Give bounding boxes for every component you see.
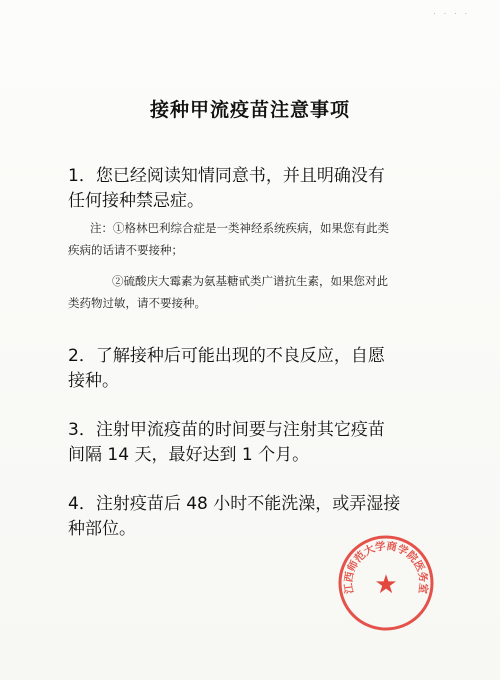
item-2-line-1: 2．了解接种后可能出现的不良反应，自愿 [68, 346, 385, 366]
item-4-line-2: 种部位。 [68, 519, 136, 539]
item-1 [68, 164, 420, 214]
item-3 [68, 418, 420, 468]
item-1-line-1: 1．您已经阅读知情同意书，并且明确没有 [68, 166, 385, 186]
corner-mark: · · · · [433, 10, 470, 18]
document-title: 接种甲流疫苗注意事项 [149, 99, 350, 121]
note-2 [68, 270, 413, 314]
item-3-line-2: 间隔 14 天，最好达到 1 个月。 [68, 445, 310, 465]
seal-text: 江西师范大学商学院医务室 [342, 540, 430, 595]
item-3-line-1: 3．注射甲流疫苗的时间要与注射其它疫苗 [68, 420, 385, 440]
item-2 [68, 344, 420, 394]
item-1-line-2: 任何接种禁忌症。 [68, 191, 204, 211]
note-1 [68, 217, 413, 261]
seal-star-icon: ★ [374, 570, 398, 600]
note-1-line-1: 注：①格林巴利综合症是一类神经系统疾病，如果您有此类 [90, 221, 389, 235]
item-2-line-2: 接种。 [68, 371, 119, 391]
official-seal-stamp [336, 533, 436, 633]
note-1-line-2: 疾病的话请不要接种； [68, 243, 183, 257]
note-2-line-1: ②硫酸庆大霉素为氨基糖甙类广谱抗生素，如果您对此 [112, 274, 388, 288]
note-2-line-2: 类药物过敏，请不要接种。 [68, 296, 206, 310]
item-4-line-1: 4．注射疫苗后 48 小时不能洗澡，或弄湿接 [68, 494, 401, 514]
